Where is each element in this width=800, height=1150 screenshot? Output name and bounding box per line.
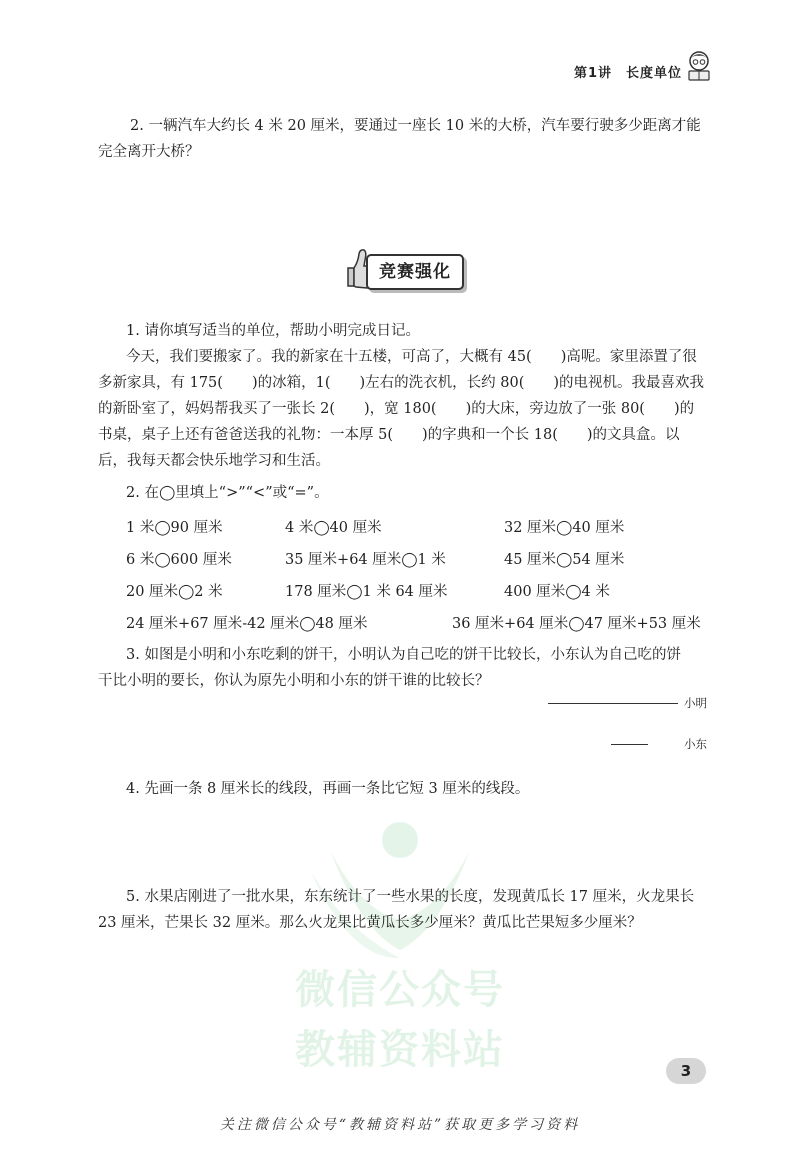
biscuit-line-ming [548, 703, 678, 704]
c3-line-1: 3. 如图是小明和小东吃剩的饼干，小明认为自己吃的饼干比较长，小东认为自己吃的饼 [126, 647, 681, 663]
section-header [340, 246, 462, 290]
c5-line-1: 5. 水果店刚进了一批水果，东东统计了一些水果的长度，发现黄瓜长 17 厘米，火龙果长 [126, 889, 695, 905]
c4-text: 4. 先画一条 8 厘米长的线段，再画一条比它短 3 厘米的线段。 [126, 781, 530, 797]
compare-item: 400 厘米◯4 米 [504, 584, 610, 600]
compare-item: 45 厘米◯54 厘米 [504, 552, 625, 568]
compare-item: 6 米◯600 厘米 [126, 552, 232, 568]
label-dong: 小东 [684, 737, 707, 751]
compare-item: 1 米◯90 厘米 [126, 520, 223, 536]
page-number: 3 [666, 1058, 706, 1084]
compare-item: 4 米◯40 厘米 [285, 520, 382, 536]
c1-diary-line: 多新家具，有 175( )的冰箱，1( )左右的洗衣机，长约 80( )的电视机。我最喜欢我 [98, 375, 705, 391]
cartoon-girl-reading-icon [684, 50, 714, 82]
c1-diary-line: 的新卧室了，妈妈帮我买了一张长 2( )，宽 180( )的大床，旁边放了一张 80( )的 [98, 401, 695, 417]
biscuit-line-dong [611, 744, 648, 745]
compare-item: 178 厘米◯1 米 64 厘米 [285, 584, 448, 600]
section-title: 竞赛强化 [366, 254, 464, 290]
c2-prompt: 2. 在◯里填上“>”“<”或“=”。 [126, 485, 329, 501]
compare-item: 35 厘米+64 厘米◯1 米 [285, 552, 446, 568]
c1-diary-line: 书桌，桌子上还有爸爸送我的礼物：一本厚 5( )的字典和一个长 18( )的文具盒。以 [98, 427, 680, 443]
c1-diary-line: 后，我每天都会快乐地学习和生活。 [98, 453, 330, 469]
watermark-line-2: 教辅资料站 [295, 1027, 505, 1073]
chapter-title: 第1讲 长度单位 [573, 66, 682, 81]
watermark [270, 960, 530, 1080]
compare-item: 32 厘米◯40 厘米 [504, 520, 625, 536]
question-2-line-2: 完全离开大桥？ [98, 144, 200, 160]
compare-item: 24 厘米+67 厘米-42 厘米◯48 厘米 [126, 616, 368, 632]
watermark-line-1: 微信公众号 [295, 967, 505, 1013]
c1-diary-line: 今天，我们要搬家了。我的新家在十五楼，可高了，大概有 45( )高呢。家里添置了很 [126, 349, 697, 365]
compare-item: 36 厘米+64 厘米◯47 厘米+53 厘米 [452, 616, 701, 632]
label-ming: 小明 [684, 696, 707, 710]
footer-note: 关注微信公众号“教辅资料站”获取更多学习资料 [219, 1117, 581, 1133]
compare-item: 20 厘米◯2 米 [126, 584, 223, 600]
c1-prompt: 1. 请你填写适当的单位，帮助小明完成日记。 [126, 323, 420, 339]
question-2-line-1: 2. 一辆汽车大约长 4 米 20 厘米，要通过一座长 10 米的大桥，汽车要行驶多少距离才能 [130, 118, 701, 134]
c5-line-2: 23 厘米，芒果长 32 厘米。那么火龙果比黄瓜长多少厘米？黄瓜比芒果短多少厘米？ [98, 915, 642, 931]
c3-line-2: 干比小明的要长，你认为原先小明和小东的饼干谁的比较长？ [98, 673, 490, 689]
